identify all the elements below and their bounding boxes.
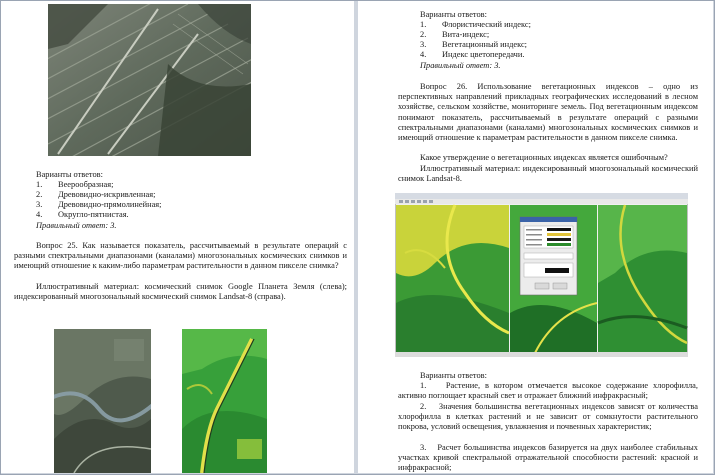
list-item — [36, 190, 336, 200]
question-26-ask-text: Какое утверждение о вегетационных индексах является ошибочным? — [420, 153, 668, 162]
answer-text: Веерообразная; — [58, 180, 114, 189]
answer-text: Расчет большинства индексов базируется на двух наиболее стабильных участках кривой спектральной отражательной способности растений: красной и инфракрасной; — [398, 443, 698, 473]
illustrative-material-text: Иллюстративный материал: индексированный многозональный космический снимок Landsat-8. — [398, 164, 698, 184]
list-item — [420, 20, 700, 30]
illustrative-material — [398, 164, 698, 184]
answer-number: 3. — [420, 40, 427, 49]
aerial-photo-top — [48, 4, 251, 156]
answer-number: 3. — [36, 200, 43, 209]
question-25-text: Вопрос 25. Как называется показатель, рассчитываемый в результате операций с разными спектральными диапазонами (каналами) многозональных космических снимков и имеющий отношение к каким-либо параметрам растительности в данном пикселе снимка? — [14, 241, 347, 271]
illustrative-material-text: Иллюстративный материал: космический снимок Google Планета Земля (слева); индексированный многозональный космический снимок Landsat-8 (справа). — [14, 282, 347, 302]
answer-text: Древовидно-прямолинейная; — [58, 200, 162, 209]
question-26 — [398, 82, 698, 143]
answer-text: Значения большинства вегетационных индексов зависят от количества хлорофилла в клетках растений и не зависит от сомкнутости растительного покрова, условий освещения, увлажнения и почвенных характеристик; — [398, 402, 698, 432]
list-item — [36, 200, 336, 210]
list-item — [420, 40, 700, 50]
list-item — [36, 180, 336, 190]
answer-text: Индекс цветопередачи. — [442, 50, 525, 59]
landsat-ndvi-image — [182, 329, 267, 473]
answer-text: Округло-пятнистая. — [58, 210, 129, 219]
answer-list — [36, 180, 336, 220]
answer-text: Растение, в котором отмечается высокое содержание хлорофилла, активно поглощает красный свет и отражает ближний инфракрасный; — [398, 381, 698, 401]
question-25 — [14, 241, 347, 272]
answer2-1 — [398, 381, 698, 401]
answer-text: Вита-индекс; — [442, 30, 490, 39]
answer-number: 2. — [36, 190, 43, 199]
right-page — [358, 1, 713, 473]
answer-list — [420, 20, 700, 60]
answers-heading-2: Варианты ответов: — [420, 371, 487, 380]
gis-software-screenshot — [395, 193, 688, 357]
answer-number: 1. — [36, 180, 43, 189]
answers-heading: Варианты ответов: — [36, 170, 103, 179]
list-item — [420, 30, 700, 40]
question-26-ask — [398, 153, 698, 163]
answer-number: 1. — [420, 20, 427, 29]
answer-number: 4. — [420, 50, 427, 59]
answers-heading: Варианты ответов: — [420, 10, 487, 19]
google-earth-image — [54, 329, 151, 473]
answer2-2 — [398, 402, 698, 433]
correct-answer: Правильный ответ: 3. — [420, 61, 501, 70]
list-item — [420, 50, 700, 60]
correct-answer: Правильный ответ: 3. — [36, 221, 117, 230]
answer-number: 3. — [420, 443, 427, 452]
answer-number: 2. — [420, 402, 427, 411]
question-26-text: Вопрос 26. Использование вегетационных индексов – одно из перспективных направлений прикладных географических исследований в лесном хозяйстве, сельском хозяйстве, мониторинге земель. Под вегетационным индексом понимают показатель, рассчитываемый в результате операций с разными спектральными диапазонами (каналами) многозональных космических снимков и имеющий отношение к параметрам растительности в данном пикселе снимка. — [398, 82, 698, 143]
answer2-3 — [398, 443, 698, 473]
answer-text: Вегетационный индекс; — [442, 40, 527, 49]
answer-text: Флористический индекс; — [442, 20, 531, 29]
answer-number: 4. — [36, 210, 43, 219]
left-page — [1, 1, 354, 473]
illustrative-material — [14, 282, 347, 302]
answer-number: 1. — [420, 381, 427, 390]
answer-number: 2. — [420, 30, 427, 39]
list-item — [36, 210, 336, 220]
answer-text: Древовидно-искривленная; — [58, 190, 156, 199]
